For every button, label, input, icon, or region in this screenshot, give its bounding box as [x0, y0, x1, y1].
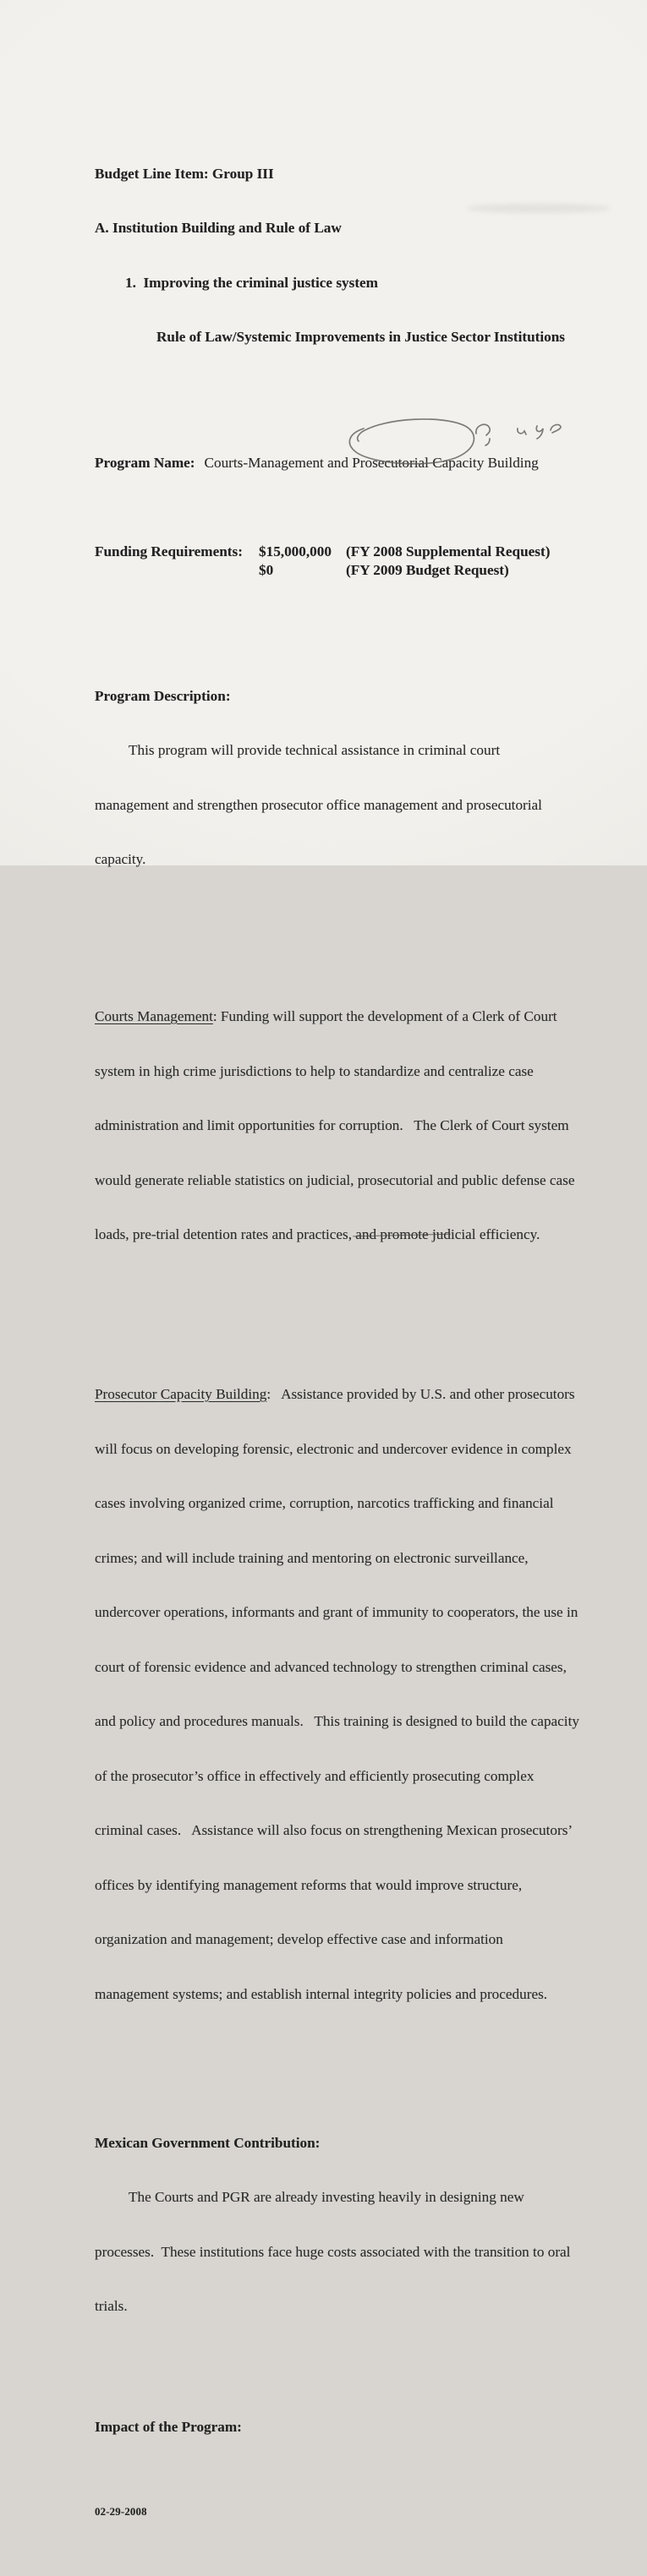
paragraph-line: court of forensic evidence and advanced technology to strengthen criminal cases,	[95, 1658, 567, 1675]
paragraph-line: This program will provide technical assistance in criminal court	[129, 742, 501, 758]
paragraph-line: processes. These institutions face huge costs associated with the transition to oral	[95, 2243, 571, 2260]
paragraph-line: system in high crime jurisdictions to help to standardize and centralize case	[95, 1062, 534, 1079]
funding-amount-fy2008: $15,000,000	[259, 543, 332, 559]
mexican-contribution-section	[95, 2098, 607, 2352]
paragraph-line: offices by identifying management reforms that would improve structure,	[95, 1876, 523, 1893]
paragraph-lead-line	[95, 1385, 607, 1404]
impact-heading: Impact of the Program:	[95, 2419, 242, 2435]
paragraph-line: : Assistance provided by U.S. and other prosecutors	[266, 1386, 575, 1402]
paragraph-lead-line	[95, 1007, 607, 1026]
courts-management-section	[95, 971, 607, 1280]
heading-budget-line-item: Budget Line Item: Group III	[95, 165, 274, 182]
heading-rule-of-law: Rule of Law/Systemic Improvements in Justice Sector Institutions	[156, 329, 565, 345]
prosecutor-capacity-section	[95, 1349, 607, 2039]
footer-date: 02-29-2008	[95, 2506, 147, 2518]
paragraph-line: judicial efficiency.	[428, 1226, 540, 1242]
paragraph-line: cases involving organized crime, corruption, narcotics trafficking and financial	[95, 1495, 554, 1511]
funding-requirements	[95, 543, 607, 579]
paragraph-line: trials.	[95, 2298, 128, 2314]
paragraph-line: loads, pre-trial detention rates and practices,	[95, 1226, 356, 1242]
paragraph-line: will focus on developing forensic, electronic and undercover evidence in complex	[95, 1440, 572, 1457]
paragraph-line: organization and management; develop effective case and information	[95, 1931, 503, 1947]
paragraph-line: The Courts and PGR are already investing heavily in designing new	[129, 2189, 524, 2205]
heading-institution-building: A. Institution Building and Rule of Law	[95, 220, 342, 236]
paragraph-line: : Funding will support the development of a Clerk of Court	[212, 1008, 557, 1024]
paragraph-line: would generate reliable statistics on judicial, prosecutorial and public defense case	[95, 1171, 575, 1188]
paragraph-line: management and strengthen prosecutor office management and prosecutorial	[95, 796, 542, 813]
paragraph-line: undercover operations, informants and grant of immunity to cooperators, the use in	[95, 1604, 578, 1620]
paragraph-line: criminal cases. Assistance will also focus on strengthening Mexican prosecutors’	[95, 1822, 573, 1838]
program-description-section	[95, 651, 607, 905]
funding-request-fy2008: (FY 2008 Supplemental Request)	[346, 543, 551, 559]
paragraph-line: and policy and procedures manuals. This training is designed to build the capacity	[95, 1713, 579, 1729]
struck-text: and promote	[355, 1226, 429, 1242]
paragraph-line: crimes; and will include training and mentoring on electronic surveillance,	[95, 1549, 529, 1566]
program-name-line	[95, 454, 607, 472]
paragraph-line: of the prosecutor’s office in effectively and efficiently prosecuting complex	[95, 1767, 535, 1784]
program-name-label: Program Name:	[95, 455, 195, 471]
budget-line-heading	[95, 128, 607, 383]
heading-improving-justice: 1. Improving the criminal justice system	[125, 274, 379, 291]
funding-request-fy2009: (FY 2009 Budget Request)	[346, 561, 509, 578]
paragraph-line: capacity.	[95, 851, 146, 867]
paragraph-line: management systems; and establish internal integrity policies and procedures.	[95, 1985, 548, 2002]
program-name-value: Courts-Management and Prosecutorial Capacity Building	[204, 455, 539, 471]
courts-management-label: Courts Management	[95, 1008, 213, 1024]
mexican-contribution-heading: Mexican Government Contribution:	[95, 2134, 321, 2151]
funding-label: Funding Requirements:	[95, 543, 243, 559]
prosecutor-capacity-label: Prosecutor Capacity Building	[95, 1386, 267, 1402]
paragraph-line-with-strike	[95, 1225, 607, 1244]
program-description-heading: Program Description:	[95, 687, 231, 704]
paragraph-line: administration and limit opportunities for corruption. The Clerk of Court system	[95, 1117, 569, 1133]
funding-label-spacer	[95, 561, 259, 580]
document-content	[95, 74, 607, 2576]
funding-amount-fy2009: $0	[259, 561, 274, 578]
